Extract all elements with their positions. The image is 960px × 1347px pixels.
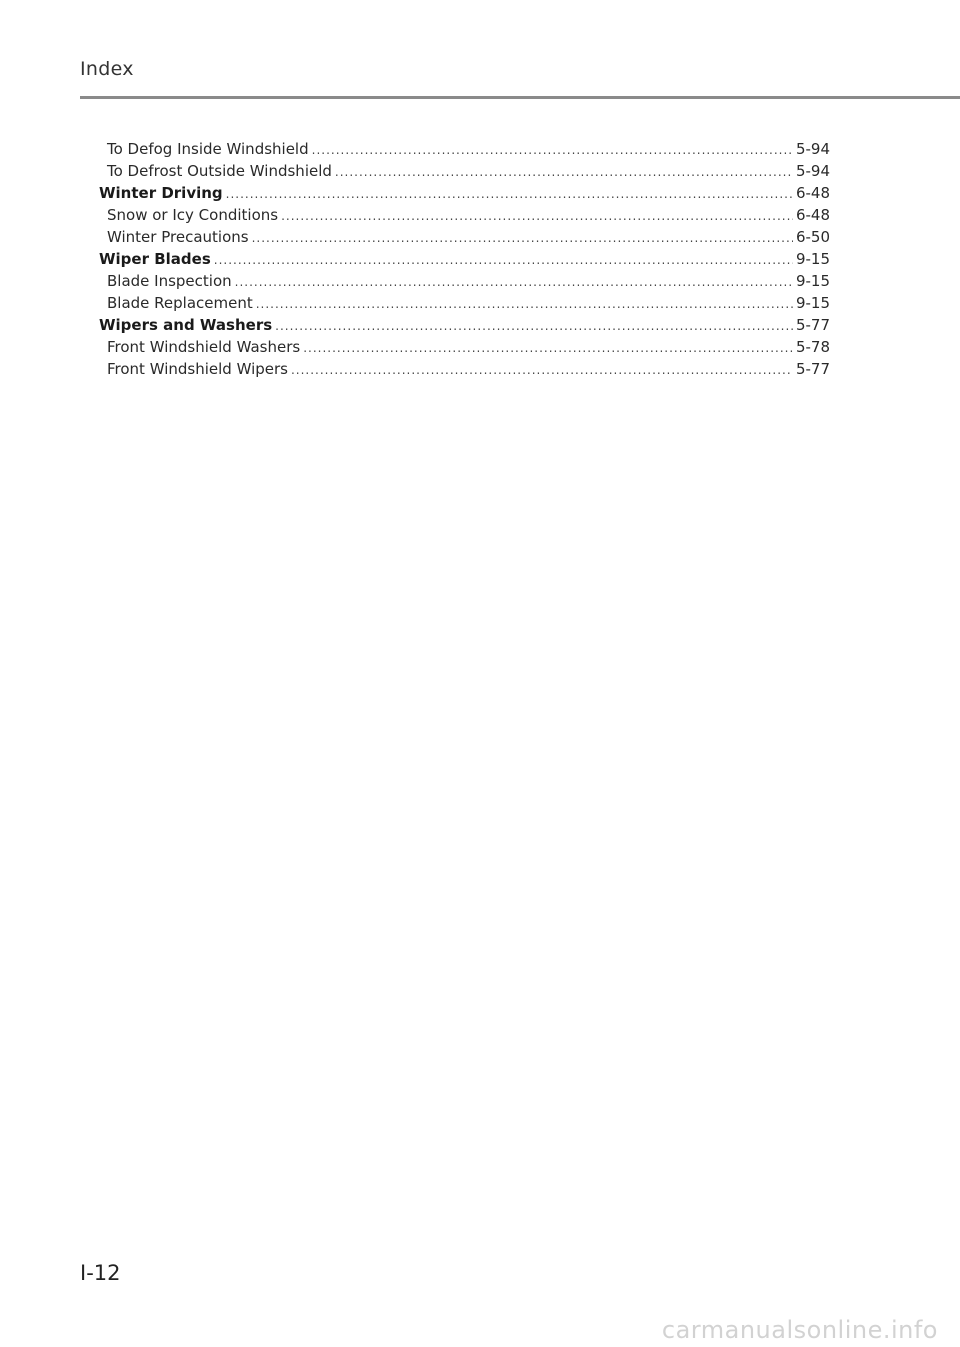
- entry-label: Winter Driving: [99, 184, 223, 202]
- dot-leader: [256, 293, 793, 315]
- entry-label: Front Windshield Washers: [107, 338, 301, 356]
- index-entry: [99, 314, 830, 336]
- index-entry: [99, 182, 830, 204]
- dot-leader: [335, 161, 793, 183]
- entry-page-ref: 9-15: [795, 294, 830, 312]
- index-entry: [99, 138, 830, 160]
- entry-page-ref: 6-48: [795, 206, 830, 224]
- entry-label: Wipers and Washers: [99, 316, 273, 334]
- dot-leader: [275, 315, 793, 337]
- index-entry: [99, 270, 830, 292]
- entry-label: Winter Precautions: [107, 228, 249, 246]
- header-divider: [80, 96, 960, 99]
- page-number: I-12: [80, 1261, 121, 1285]
- page-header-title: Index: [80, 58, 134, 80]
- dot-leader: [235, 271, 793, 293]
- entry-page-ref: 9-15: [795, 250, 830, 268]
- index-entry: [99, 204, 830, 226]
- entry-label: Front Windshield Wipers: [107, 360, 288, 378]
- entry-label: Snow or Icy Conditions: [107, 206, 279, 224]
- entry-page-ref: 5-94: [795, 162, 830, 180]
- entry-label: Blade Replacement: [107, 294, 253, 312]
- entry-page-ref: 9-15: [795, 272, 830, 290]
- entry-page-ref: 5-78: [795, 338, 830, 356]
- dot-leader: [226, 183, 793, 205]
- entry-page-ref: 6-48: [795, 184, 830, 202]
- entry-page-ref: 5-94: [795, 140, 830, 158]
- index-entry: [99, 248, 830, 270]
- entry-page-ref: 5-77: [795, 316, 830, 334]
- dot-leader: [214, 249, 793, 271]
- index-list: [99, 138, 830, 380]
- entry-label: To Defog Inside Windshield: [107, 140, 309, 158]
- dot-leader: [312, 139, 793, 161]
- entry-page-ref: 5-77: [795, 360, 830, 378]
- index-entry: [99, 160, 830, 182]
- dot-leader: [281, 205, 793, 227]
- dot-leader: [252, 227, 793, 249]
- entry-page-ref: 6-50: [795, 228, 830, 246]
- dot-leader: [303, 337, 793, 359]
- index-entry: [99, 226, 830, 248]
- watermark-text: carmanualsonline.info: [661, 1316, 938, 1344]
- dot-leader: [291, 359, 793, 381]
- index-entry: [99, 358, 830, 380]
- index-entry: [99, 336, 830, 358]
- entry-label: Wiper Blades: [99, 250, 211, 268]
- index-entry: [99, 292, 830, 314]
- entry-label: Blade Inspection: [107, 272, 232, 290]
- entry-label: To Defrost Outside Windshield: [107, 162, 332, 180]
